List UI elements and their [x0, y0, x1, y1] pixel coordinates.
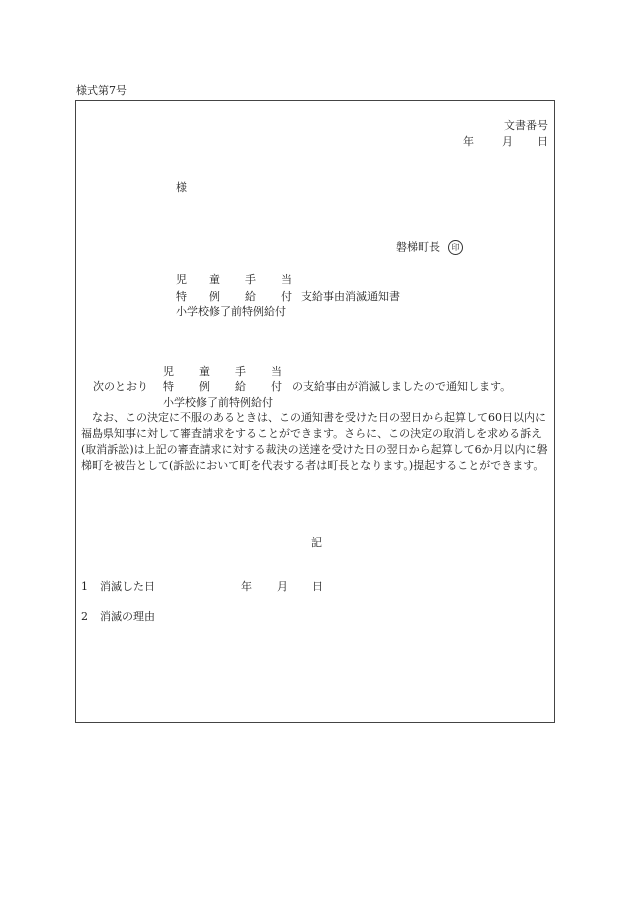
title-line-1 — [176, 273, 292, 287]
body-char: 給 — [235, 380, 246, 393]
issue-date-month: 月 — [502, 135, 513, 148]
title-line-2 — [176, 290, 400, 304]
issue-date — [463, 135, 548, 149]
title-char: 例 — [209, 290, 220, 303]
extinction-date — [241, 580, 323, 594]
body-char: 童 — [199, 365, 210, 378]
item-number: 2 — [81, 610, 88, 623]
seal-mark: 印 — [448, 240, 463, 255]
item-label: 消滅した日 — [100, 580, 155, 593]
sender — [396, 240, 463, 255]
body-line-3: 小学校修了前特例給付 — [163, 396, 273, 409]
body-line-1 — [163, 365, 282, 379]
title-char: 手 — [245, 273, 256, 286]
body-char: 例 — [199, 380, 210, 393]
title-char: 付 — [281, 290, 292, 303]
item-extinction-reason — [81, 610, 155, 624]
body-suffix: の支給事由が消滅しましたので通知します。 — [292, 380, 512, 393]
issue-date-day: 日 — [537, 135, 548, 148]
body-prefix: 次のとおり — [93, 380, 148, 393]
body-char: 付 — [271, 380, 282, 393]
extinction-date-year: 年 — [241, 580, 252, 593]
title-char: 特 — [176, 290, 187, 303]
document-number-label: 文書番号 — [504, 119, 548, 132]
form-number: 様式第7号 — [76, 84, 127, 97]
title-char: 童 — [209, 273, 220, 286]
extinction-date-day: 日 — [312, 580, 323, 593]
body-char: 当 — [271, 365, 282, 378]
title-char: 給 — [245, 290, 256, 303]
notice-paragraph: なお、この決定に不服のあるときは、この通知書を受けた日の翌日から起算して60日以内に福島県知事に対して審査請求をすることができます。さらに、この決定の取消しを求める訴え(取消訴訟)は上記の審査請求に対する裁決の送達を受けた日の翌日から起算して6か月以内に磐梯町を被告として(訴訟において町を代表する者は町長となります。)提起することができます。 — [81, 411, 548, 472]
document-title: 支給事由消滅通知書 — [301, 290, 400, 303]
body-char: 手 — [235, 365, 246, 378]
issue-date-year: 年 — [463, 135, 474, 148]
item-extinction-date — [81, 580, 155, 594]
item-number: 1 — [81, 580, 88, 593]
addressee-suffix: 様 — [176, 181, 187, 194]
title-line-3: 小学校修了前特例給付 — [176, 305, 286, 318]
ki-label: 記 — [311, 536, 322, 549]
title-char: 当 — [281, 273, 292, 286]
body-char: 児 — [163, 365, 174, 378]
body-char: 特 — [163, 380, 174, 393]
item-label: 消滅の理由 — [100, 610, 155, 623]
sender-title: 磐梯町長 — [396, 240, 440, 254]
body-line-2 — [93, 380, 511, 394]
title-char: 児 — [176, 273, 187, 286]
extinction-date-month: 月 — [277, 580, 288, 593]
